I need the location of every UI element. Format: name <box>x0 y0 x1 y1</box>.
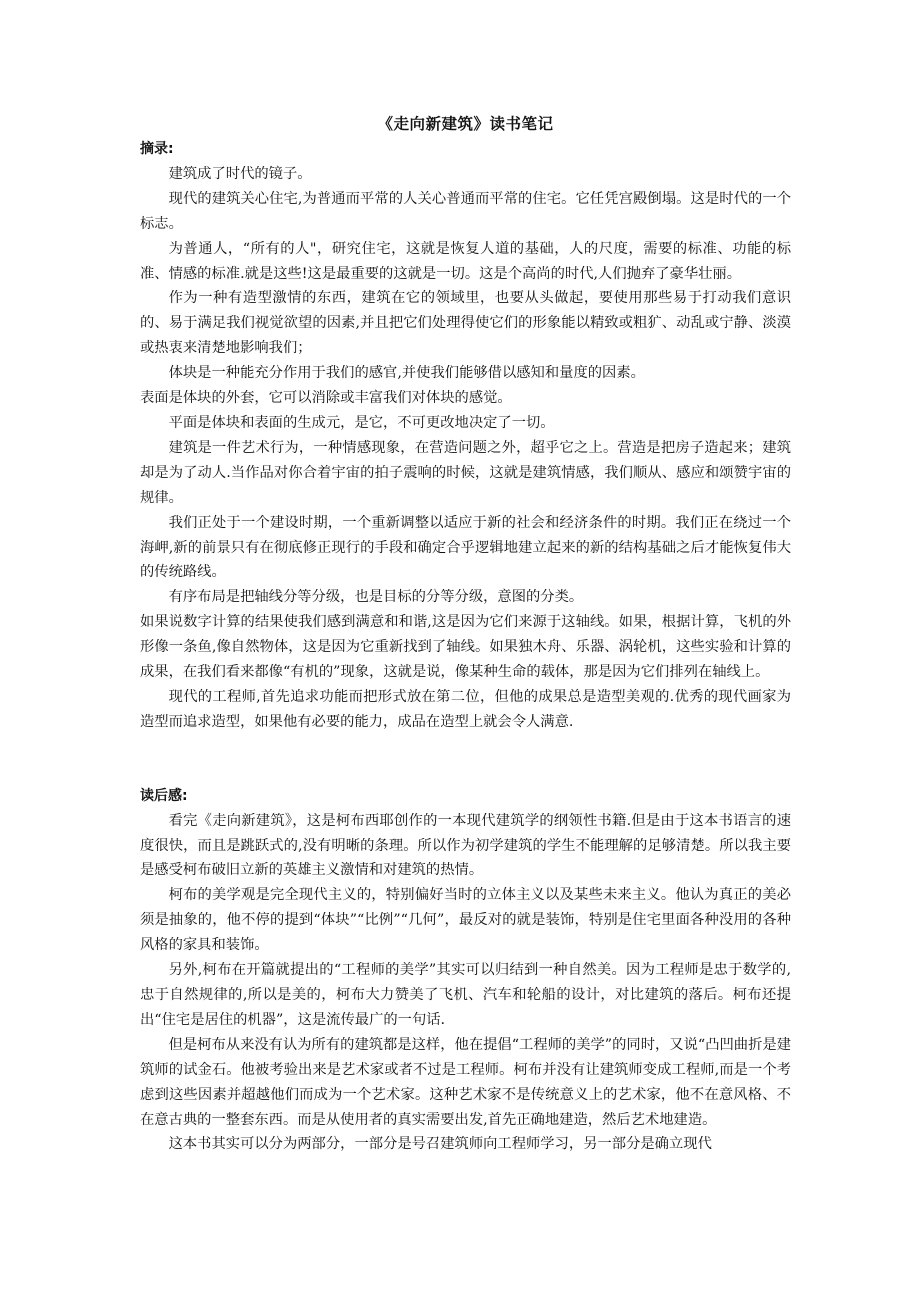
paragraph: 现代的建筑关心住宅,为普通而平常的人关心普通而平常的住宅。它任凭宫殿倒塌。这是时代的一个标志。 <box>140 190 791 232</box>
paragraph: 有序布局是把轴线分等分级，也是目标的分等分级，意图的分类。 <box>168 589 584 606</box>
paragraph: 这本书其实可以分为两部分，一部分是号召建筑师向工程师学习，另一部分是确立现代 <box>168 1136 712 1153</box>
paragraph: 为普通人，“所有的人"，研究住宅，这就是恢复人道的基础，人的尺度，需要的标准、功能的标准、情感的标准.就是这些!这是最重要的这就是一切。这是个高尚的时代,人们抛弃了豪华壮丽。 <box>140 240 791 282</box>
paragraph: 看完《走向新建筑》，这是柯布西耶创作的一本现代建筑学的纲领性书籍.但是由于这本书语言的速度很快，而且是跳跃式的,没有明晰的条理。所以作为初学建筑的学生不能理解的足够清楚。所以我主要是感受柯布破旧立新的英雄主义激情和对建筑的热情。 <box>140 812 791 879</box>
paragraph: 我们正处于一个建设时期，一个重新调整以适应于新的社会和经济条件的时期。我们正在绕过一个海岬,新的前景只有在彻底修正现行的手段和确定合乎逻辑地建立起来的新的结构基础之后才能恢复伟大的传统路线。 <box>140 514 791 581</box>
paragraph: 平面是体块和表面的生成元，是它，不可更改地决定了一切。 <box>168 414 555 431</box>
paragraph: 另外,柯布在开篇就提出的“工程师的美学”其实可以归结到一种自然美。因为工程师是忠于数学的,忠于自然规律的,所以是美的，柯布大力赞美了飞机、汽车和轮船的设计，对比建筑的落后。柯布还提出“住宅是居住的机器”，这是流传最广的一句话. <box>140 962 791 1028</box>
paragraph: 表面是体块的外套，它可以消除或丰富我们对体块的感觉。 <box>140 390 512 407</box>
document-page <box>140 111 791 1157</box>
paragraph: 如果说数字计算的结果使我们感到满意和和谐,这是因为它们来源于这轴线。如果，根据计算，飞机的外形像一条鱼,像自然物体，这是因为它重新找到了轴线。如果独木舟、乐器、涡轮机，这些实验和计算的成果，在我们看来都像“有机的”现象，这就是说，像某种生命的载体，那是因为它们排列在轴线上。 <box>140 614 791 681</box>
paragraph: 体块是一种能充分作用于我们的感官,并使我们能够借以感知和量度的因素。 <box>168 365 645 382</box>
review-section <box>140 809 791 1158</box>
paragraph: 建筑成了时代的镜子。 <box>168 165 312 182</box>
paragraph: 作为一种有造型激情的东西，建筑在它的领域里，也要从头做起，要使用那些易于打动我们意识的、易于满足我们视觉欲望的因素,并且把它们处理得使它们的形象能以精致或粗犷、动乱或宁静、淡漠或热衷来清楚地影响我们； <box>140 290 791 357</box>
document-title: 《走向新建筑》读书笔记 <box>377 115 554 133</box>
review-label: 读后感: <box>140 787 188 804</box>
excerpt-section <box>140 162 791 735</box>
paragraph: 建筑是一件艺术行为，一种情感现象，在营造问题之外，超乎它之上。营造是把房子造起来；建筑却是为了动人.当作品对你合着宇宙的拍子震响的时候，这就是建筑情感，我们顺从、感应和颂赞宇宙的规律。 <box>140 439 791 506</box>
paragraph: 但是柯布从来没有认为所有的建筑都是这样，他在提倡“工程师的美学”的同时，又说“凸凹曲折是建筑师的试金石。他被考验出来是艺术家或者不过是工程师。柯布并没有让建筑师变成工程师,而是一个考虑到这些因素并超越他们而成为一个艺术家。这种艺术家不是传统意义上的艺术家，他不在意风格、不在意古典的一整套东西。而是从使用者的真实需要出发,首先正确地建造，然后艺术地建造。 <box>140 1036 791 1128</box>
paragraph: 现代的工程师,首先追求功能而把形式放在第二位，但他的成果总是造型美观的.优秀的现代画家为造型而追求造型，如果他有必要的能力，成品在造型上就会令人满意. <box>140 688 791 730</box>
paragraph: 柯布的美学观是完全现代主义的，特别偏好当时的立体主义以及某些未来主义。他认为真正的美必须是抽象的，他不停的提到“体块”“比例”“几何”，最反对的就是装饰，特别是住宅里面各种没用的各种风格的家具和装饰。 <box>140 887 791 954</box>
section-gap <box>140 735 791 784</box>
excerpt-label: 摘录: <box>140 141 174 157</box>
